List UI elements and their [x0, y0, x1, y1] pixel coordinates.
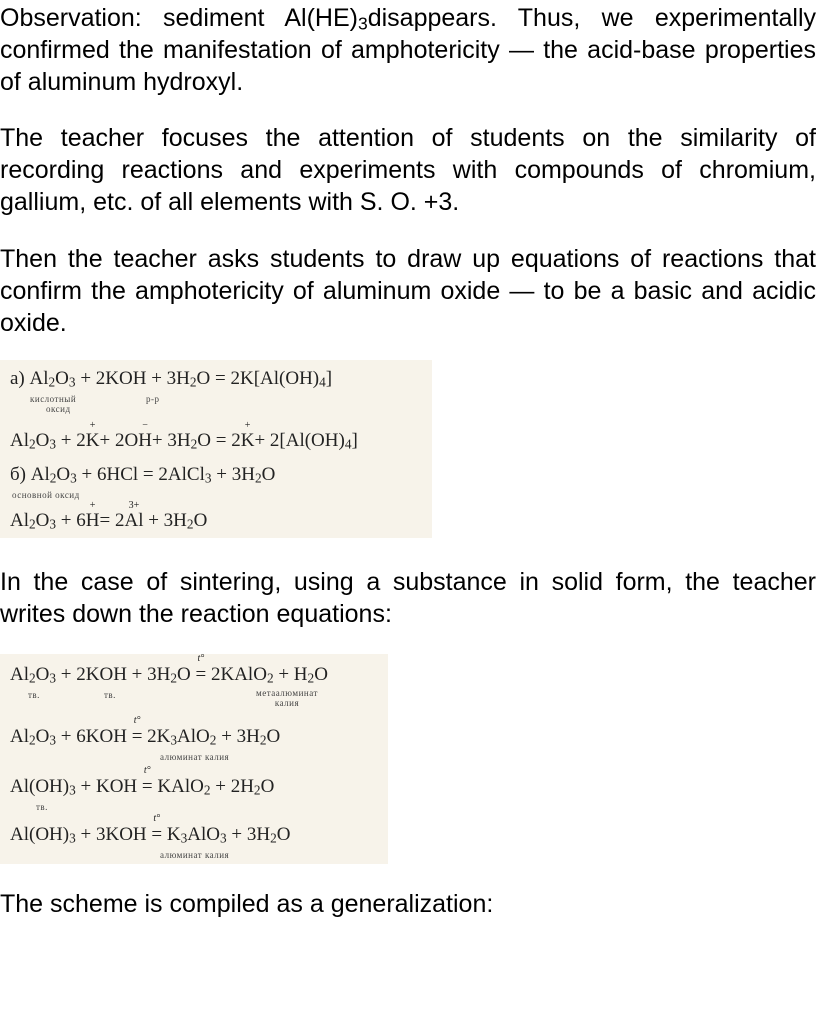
note-solid-3: тв. [36, 802, 48, 812]
note-aluminate-2: алюминат калия [160, 850, 230, 860]
equation-image-aluminum-oxide [0, 360, 432, 538]
note-metaaluminate: метаалюминат калия [256, 688, 318, 708]
equation-b-ionic: $Al_2O_3 + 6H += 2Al$ $3+ + 3H_2O$ [10, 510, 207, 532]
paragraph-observation [0, 2, 816, 98]
note-aluminate-1: алюминат калия [160, 752, 230, 762]
paragraph-sintering: In the case of sintering, using a substance in solid form, the teacher writes down the reaction equations: [0, 568, 816, 628]
equation-sinter-2: $Al_2O_3 + 6KOH$ $t^\circ = 2K_3AlO_2 + 3H_2O$ [10, 726, 280, 748]
equation-sinter-3: $Al(OH)_3$ + KOH t° = KAlO$_2$ + $2H_2O$ [10, 776, 274, 798]
equation-a: а) $Al_2O_3 + 2KOH + 3H_2O = 2K[Al(OH)_4]$ [10, 368, 333, 390]
note-basic-oxide: основной оксид [12, 490, 80, 500]
note-acidic-oxide: кислотный оксид [30, 394, 77, 414]
paragraph-scheme: The scheme is compiled as a generalization: [0, 890, 494, 918]
equation-sinter-1: $Al_2O_3 + 2KOH + 3H_2O$ t° = 2KAlO$_2$ + $H_2O$ [10, 664, 328, 686]
paragraph-teacher-focus: The teacher focuses the attention of students on the similarity of recording reactions and experiments with compounds of chromium, gallium, etc. of all elements with S. O. +3. [0, 124, 816, 216]
note-solid-2: тв. [104, 690, 116, 700]
note-solid-1: тв. [28, 690, 40, 700]
paragraph-teacher-asks: Then the teacher asks students to draw up equations of reactions that confirm the amphotericity of aluminum oxide — to be a basic and acidic oxide. [0, 245, 816, 337]
observation-text-end: disappears. Thus, we experimentally confirmed the manifestation of amphotericity — the acid-base properties of aluminum hydroxyl. [0, 4, 816, 96]
note-solution: р-р [146, 394, 160, 404]
equation-sinter-4: $Al(OH)_3 + 3KOH$ $t^\circ = K_3AlO_3 + 3H_2O$ [10, 824, 290, 846]
equation-b: б) $Al_2O_3 + 6HCl$ = 2AlCl$_3$ + $3H_2O$ [10, 464, 276, 486]
equation-image-sintering [0, 654, 388, 864]
observation-subscript: 3 [357, 13, 368, 34]
observation-text-start: Observation: sediment Al(HE) [0, 4, 358, 32]
equation-a-ionic: $Al_2O_3 + 2K ++ 2OH -+ 3H_2O = 2K ++ 2[Al(OH)_4]$ [10, 430, 358, 452]
